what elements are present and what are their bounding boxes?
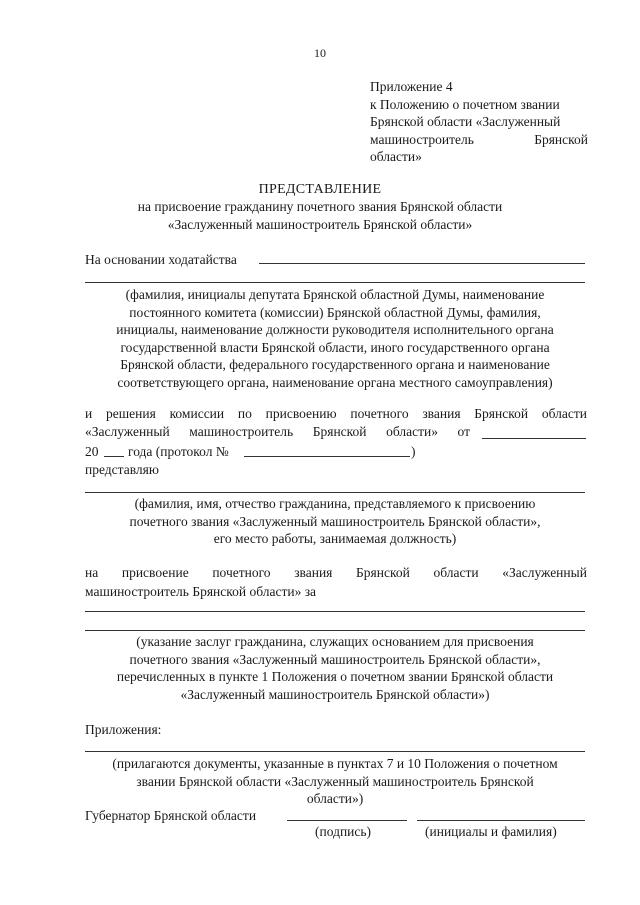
caption-petitioner: (фамилия, инициалы депутата Брянской областной Думы, наименование постоянного комитета (комиссии) Брянской областной Думы, фамилия, инициалы, наименование должности руководителя исполнительного органа государственной власти Брянской области, иного государственного органа Брянской области, федерального государственного органа и наименование соответствующего органа, наименование органа местного самоуправления) (116, 287, 554, 390)
merits-field-2[interactable] (85, 630, 585, 631)
decision-line-2: «Заслуженный машиностроитель Брянской области» от (85, 424, 470, 439)
basis-label: На основании ходатайства (85, 252, 237, 267)
attachments-field[interactable] (85, 751, 585, 752)
protocol-label: года (протокол № (128, 444, 229, 459)
nominee-field[interactable] (85, 492, 585, 493)
name-caption: (инициалы и фамилия) (425, 824, 557, 839)
close-paren: ) (411, 444, 416, 459)
year-field[interactable] (104, 456, 124, 457)
year-prefix: 20 (85, 444, 99, 459)
award-line-1: на присвоение почетного звания Брянской области «Заслуженный (85, 565, 587, 580)
name-field[interactable] (417, 820, 585, 821)
decision-date-field[interactable] (482, 438, 586, 439)
merits-field[interactable] (85, 611, 585, 612)
document-subtitle: «Заслуженный машиностроитель Брянской области» (167, 217, 473, 232)
page-number: 10 (314, 46, 326, 60)
governor-label: Губернатор Брянской области (85, 808, 257, 823)
document-subtitle: на присвоение гражданину почетного звания Брянской области (137, 199, 503, 214)
signature-field[interactable] (287, 820, 407, 821)
caption-attachments: (прилагаются документы, указанные в пунктах 7 и 10 Положения о почетном звании Брянской области «Заслуженный машиностроитель Брянской области») (112, 756, 558, 806)
represent-label: представляю (85, 462, 159, 477)
appendix-line: Брянской области «Заслуженный (370, 114, 561, 129)
appendix-line: машиностроитель Брянской (370, 131, 588, 147)
document-title: ПРЕДСТАВЛЕНИЕ (258, 182, 382, 197)
protocol-number-field[interactable] (244, 456, 410, 457)
attachments-label: Приложения: (85, 722, 162, 737)
caption-merits: (указание заслуг гражданина, служащих основанием для присвоения почетного звания «Заслуженный машиностроитель Брянской области», перечисленных в пункте 1 Положения о почетном звании Брянской области «Заслуженный машиностроитель Брянской области») (116, 634, 554, 702)
caption-nominee: (фамилия, имя, отчество гражданина, представляемого к присвоению почетного звания «Заслуженный машиностроитель Брянской области», его место работы, занимаемая должность) (129, 496, 541, 546)
appendix-line: к Положению о почетном звании (370, 96, 560, 112)
award-line-2: машиностроитель Брянской области» за (85, 584, 317, 599)
appendix-line: Приложение 4 (370, 79, 453, 94)
appendix-header (370, 78, 588, 166)
basis-field-2[interactable] (85, 282, 585, 283)
basis-field[interactable] (259, 263, 585, 264)
decision-line-1: и решения комиссии по присвоению почетного звания Брянской области (85, 406, 587, 421)
signature-caption: (подпись) (315, 824, 372, 839)
appendix-line: области» (370, 149, 422, 164)
